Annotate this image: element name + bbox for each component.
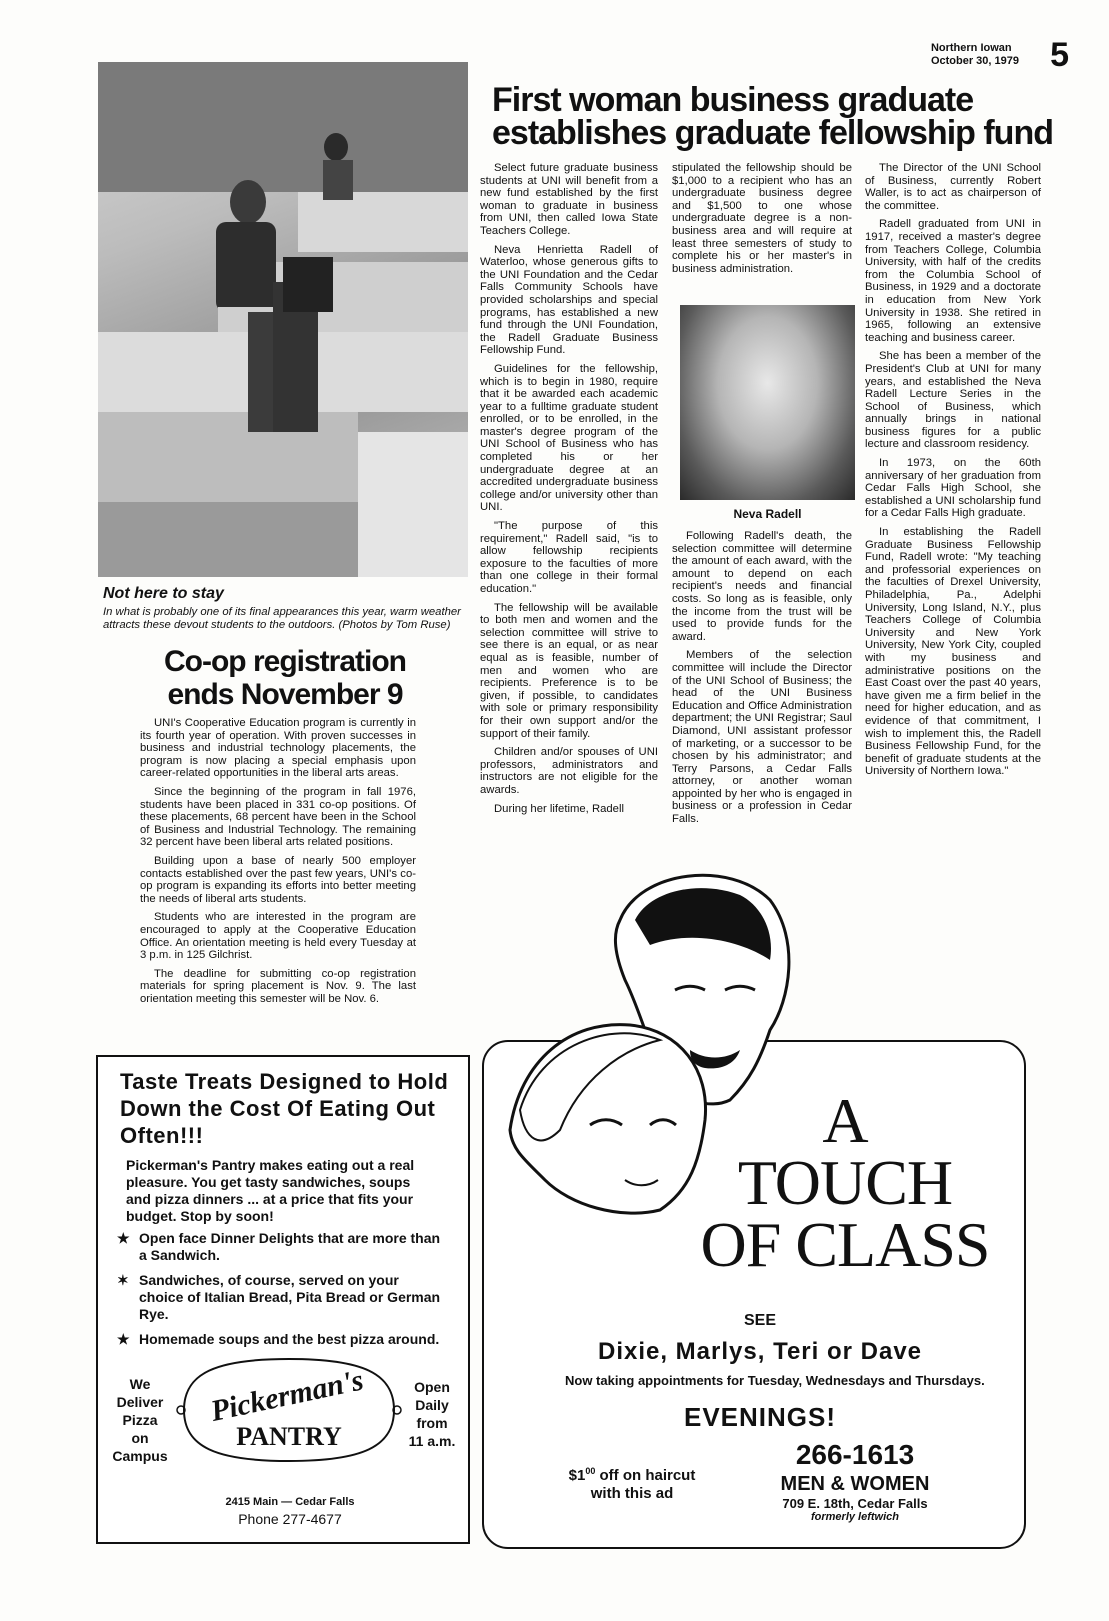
neva-radell-portrait	[680, 305, 855, 500]
deliver-line: Pizza	[122, 1412, 158, 1428]
portrait-caption: Neva Radell	[733, 507, 802, 521]
pantry-ad-headline: Taste Treats Designed to Hold Down the Cost Of Eating Out Often!!!	[120, 1069, 449, 1148]
open-line: 11 a.m.	[408, 1433, 456, 1449]
photo-caption-title: Not here to stay	[103, 585, 224, 602]
coop-paragraph: Since the beginning of the program in fall 1976, students have been placed in 331 co-op positions. Of these placements, 68 percent have been in the School of Business and Industrial Technology. The remaining 32 percent have been liberal arts related positions.	[140, 785, 416, 849]
coupon-price: $1	[568, 1467, 586, 1484]
pantry-bullet	[117, 1331, 447, 1348]
fellowship-column-1	[480, 162, 658, 821]
deliver-line: Campus	[112, 1448, 168, 1464]
pickermans-pantry-logo	[176, 1353, 402, 1467]
coupon-line-2: with this ad	[590, 1485, 674, 1502]
coop-headline	[100, 645, 470, 711]
deliver-notice	[110, 1375, 170, 1465]
deliver-line: We	[129, 1376, 151, 1392]
fellowship-paragraph: In establishing the Radell Graduate Business Fellowship Fund, Radell wrote: "My teaching and professorial experiences on the faculties of Drexel University, Philadelphia, Pa., Adelphi University, Long Island, N.Y., plus Teachers College of Columbia University and New York University, New York City, coupled with my business and administrative positions on the East Coast over the past 40 years, have given me a firm belief in the need for higher education, and as evidence of that commitment, I wish to implement this, the Radell Business Fellowship Fund, for the benefit of graduate students at the University of Northern Iowa."	[865, 526, 1041, 778]
pantry-ad-intro: Pickerman's Pantry makes eating out a real pleasure. You get tasty sandwiches, soups and pizza dinners ... at a price that fits your budget. Stop by soon!	[126, 1157, 415, 1224]
fellowship-column-2-top	[672, 162, 852, 281]
coop-paragraph: Building upon a base of nearly 500 employer contacts established over the past few years, UNI's co-op program is expanding its efforts into better meeting the needs of liberal arts students.	[140, 854, 416, 905]
fellowship-paragraph: In 1973, on the 60th anniversary of her graduation from Cedar Falls High School, she established a UNI scholarship fund for a Cedar Falls High graduate.	[865, 457, 1041, 520]
salon-appointments: Now taking appointments for Tuesday, Wednesdays and Thursdays.	[565, 1373, 985, 1388]
salon-evenings: EVENINGS!	[683, 1402, 837, 1432]
open-line: Daily	[415, 1397, 449, 1413]
students-photo-illustration	[98, 62, 468, 577]
paper-name: Northern Iowan	[930, 42, 1012, 54]
title-line-1: A	[822, 1085, 868, 1156]
masthead	[931, 42, 1019, 68]
pantry-bullet	[117, 1272, 447, 1323]
fellowship-column-2-bottom	[672, 530, 852, 832]
fellowship-paragraph: Following Radell's death, the selection committee will determine the amount of each award, with the amount to depend on each recipient's needs and financial costs. So long as is feasible, only the income from the trust will be used to provide funds for the award.	[672, 530, 852, 643]
touch-of-class-title	[665, 1085, 1025, 1280]
fellowship-paragraph: During her lifetime, Radell	[494, 802, 624, 815]
pantry-bullet-text: Homemade soups and the best pizza around.	[139, 1331, 440, 1347]
haircut-coupon	[552, 1462, 712, 1503]
salon-phone: 266-1613	[795, 1439, 915, 1470]
headline-line-1: First woman business graduate	[492, 81, 974, 119]
open-line: Open	[414, 1379, 450, 1395]
headline-line-2: establishes graduate fellowship fund	[492, 114, 1053, 152]
fellowship-paragraph: Members of the selection committee will include the Director of the UNI School of Business; the head of the UNI Business Education and Office Administration department; the UNI Registrar; Saul Diamond, UNI assistant professor of marketing, or a successor to be chosen by his administrator; and Terry Parsons, a Cedar Falls attorney, or another woman appointed by her who is engaged in business or a profession in Cedar Falls.	[672, 649, 852, 826]
salon-formerly: formerly leftwich	[810, 1511, 900, 1523]
pantry-ad-bullets	[117, 1230, 447, 1356]
fellowship-paragraph: The Director of the UNI School of Business, currently Robert Waller, is to act as chairperson of the committee.	[865, 162, 1041, 212]
fellowship-paragraph: The fellowship will be available to both men and women and the selection committee will strive to see there is an equal, or as near equal as is feasible, number of men and women who are recipients. Preference is to be given, if possible, to candidates with sole or primary responsibility for their own support and/or the support of their family.	[480, 601, 658, 740]
fellowship-paragraph: Select future graduate business students at UNI will benefit from a new fund established by the first woman to graduate in business from UNI, then called Iowa State Teachers College.	[480, 162, 658, 237]
fellowship-headline	[492, 81, 1092, 152]
open-hours	[407, 1378, 457, 1450]
star-icon: ★	[117, 1331, 130, 1347]
coop-paragraph: Students who are interested in the program are encouraged to apply at the Cooperative Education Office. An orientation meeting is held every Tuesday at 3 p.m. in 125 Gilchrist.	[140, 911, 416, 962]
title-line-3: OF CLASS	[700, 1209, 990, 1280]
star-icon: ★	[117, 1230, 130, 1246]
fellowship-paragraph: Guidelines for the fellowship, which is to begin in 1980, require that it be awarded each academic year to a fulltime graduate student enrolled, or to be enrolled, in the master's degree program of the UNI School of Business who has completed his or her undergraduate degree at an accredited undergraduate business college and/or university other than UNI.	[480, 362, 658, 514]
pantry-bullet-text: Sandwiches, of course, served on your choice of Italian Bread, Pita Bread or German Rye.	[139, 1272, 441, 1322]
fellowship-paragraph: Neva Henrietta Radell of Waterloo, whose generous gifts to the UNI Foundation and the Cedar Falls Community Schools have provided scholarships and special programs, has established a new fund through the UNI Foundation, the Radell Graduate Business Fellowship Fund.	[480, 243, 658, 357]
coupon-text: off on haircut	[599, 1467, 696, 1484]
pantry-bullet-text: Open face Dinner Delights that are more than a Sandwich.	[139, 1230, 441, 1263]
coupon-line-1	[552, 1462, 712, 1485]
issue-date: October 30, 1979	[930, 55, 1019, 67]
deliver-line: on	[131, 1430, 149, 1446]
pantry-bullet	[117, 1230, 447, 1264]
pantry-logo-art	[176, 1353, 402, 1467]
fellowship-paragraph: She has been a member of the President's Club at UNI for many years, and established the Neva Radell Lecture Series in the School of Business, which annually brings in national business figures for a public lecture and classroom residency.	[865, 350, 1041, 451]
deliver-line: Deliver	[116, 1394, 164, 1410]
title-line-2: TOUCH	[737, 1147, 953, 1218]
fellowship-column-3	[865, 162, 1041, 784]
logo-script: Pickerman's	[207, 1363, 367, 1428]
coop-headline-line-1: Co-op registration	[164, 645, 406, 678]
coop-headline-line-2: ends November 9	[167, 678, 403, 711]
fellowship-paragraph: "The purpose of this requirement," Radell said, "is to allow fellowship recipients exposure to the faculties of more than one college in their formal education."	[480, 520, 658, 595]
pantry-address: 2415 Main — Cedar Falls	[225, 1496, 355, 1508]
salon-see: SEE	[743, 1312, 776, 1329]
coupon-cents: 00	[585, 1466, 596, 1476]
coop-article-body	[140, 717, 416, 1011]
page-number: 5	[1050, 36, 1069, 74]
fellowship-paragraph: Radell graduated from UNI in 1917, received a master's degree from Teachers College, Columbia University, with half of the credits from the Columbia School of Business, in 1929 and a doctorate in education from New York University in 1938. She retired in 1965, following an extensive teaching and business career.	[865, 218, 1041, 344]
logo-pantry: PANTRY	[236, 1422, 342, 1451]
fellowship-paragraph: Children and/or spouses of UNI professors, administrators and instructors are not eligible for the awards.	[480, 746, 658, 796]
coop-paragraph: UNI's Cooperative Education program is currently in its fourth year of operation. With proven successes in business and industrial technology placements, the program is now placing a special emphasis upon career-related opportunities in the liberal arts areas.	[140, 717, 416, 780]
students-photo	[98, 62, 468, 577]
salon-stylists: Dixie, Marlys, Teri or Dave	[597, 1338, 923, 1365]
open-line: from	[416, 1415, 448, 1431]
salon-men-women: MEN & WOMEN	[780, 1473, 930, 1495]
star-icon: ✶	[117, 1272, 129, 1288]
coop-paragraph: The deadline for submitting co-op registration materials for spring placement is Nov. 9. The last orientation meeting this semester will be Nov. 6.	[140, 967, 416, 1005]
salon-address: 709 E. 18th, Cedar Falls	[782, 1496, 928, 1511]
photo-caption-text: In what is probably one of its final appearances this year, warm weather attracts these devout students to the outdoors. (Photos by Tom Ruse)	[103, 606, 461, 631]
pantry-phone: Phone 277-4677	[238, 1511, 342, 1527]
fellowship-paragraph: stipulated the fellowship should be $1,000 to a recipient who has an undergraduate business degree and $1,500 to one whose undergraduate degree is a non-business area and will require at least three semesters of study to complete his or her master's in business administration.	[672, 162, 852, 275]
